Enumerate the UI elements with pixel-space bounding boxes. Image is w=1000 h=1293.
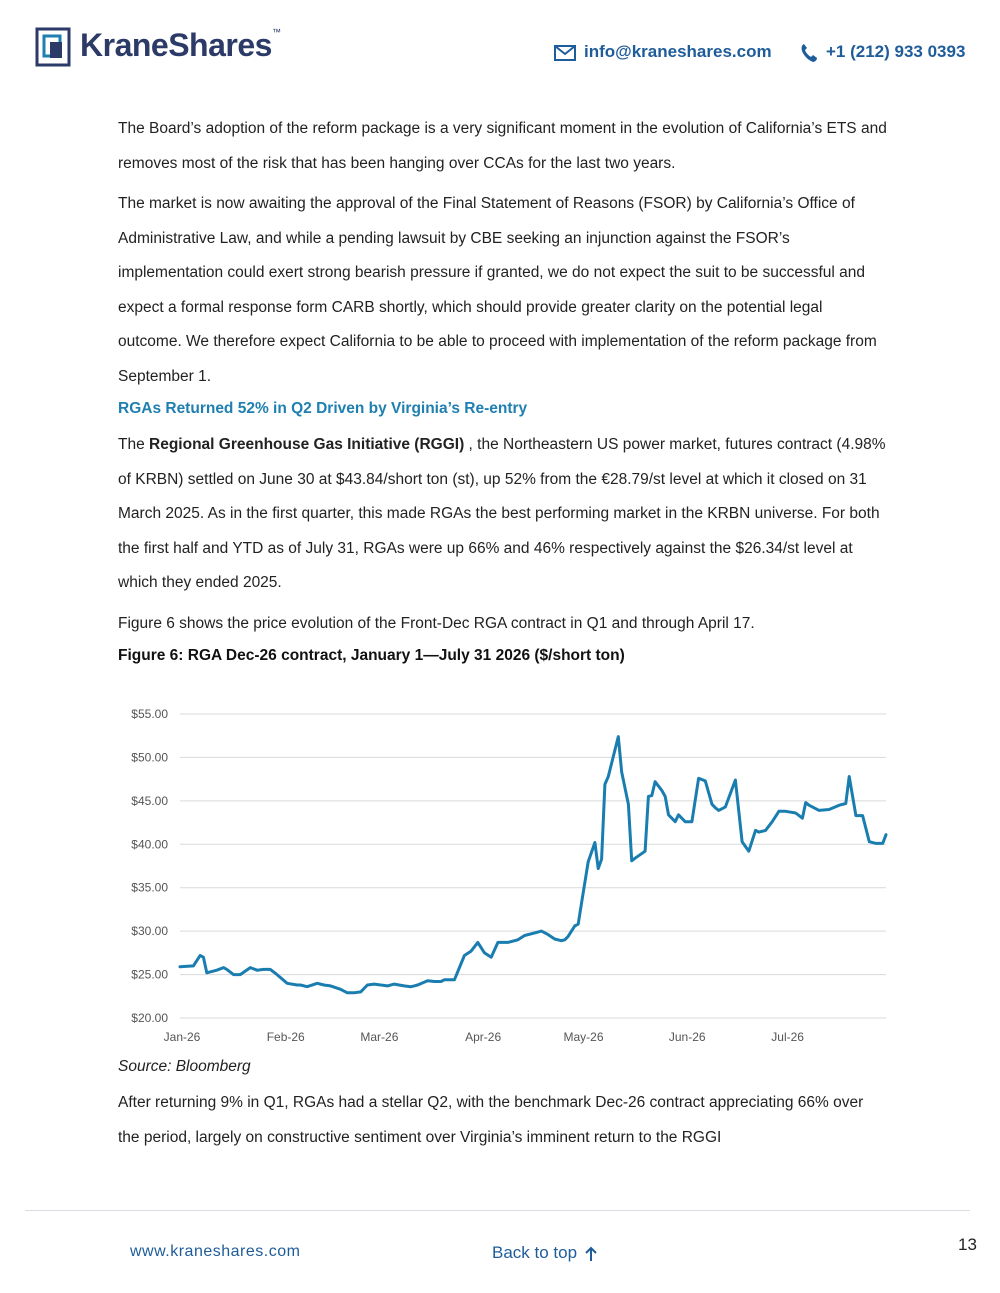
y-tick-label: $25.00 [131, 967, 168, 982]
x-tick-label: Mar-26 [360, 1030, 399, 1044]
x-tick-label: May-26 [563, 1030, 604, 1044]
page-header [0, 0, 1000, 90]
chart-y-axis [131, 707, 168, 1025]
rga-price-chart [118, 700, 898, 1050]
arrow-up-icon [584, 1246, 598, 1262]
email-text: info@kraneshares.com [584, 42, 772, 61]
y-tick-label: $40.00 [131, 837, 168, 852]
rggi-term: Regional Greenhouse Gas Initiative (RGGI) [149, 436, 465, 453]
email-link[interactable] [554, 42, 772, 62]
x-tick-label: Feb-26 [266, 1030, 305, 1044]
back-to-top-link[interactable] [492, 1243, 598, 1263]
page-number: 13 [958, 1235, 977, 1254]
email-icon [554, 45, 576, 61]
paragraph: Figure 6 shows the price evolution of the Front-Dec RGA contract in Q1 and through April 17. [118, 614, 755, 632]
paragraph-rggi [118, 428, 888, 601]
phone-icon [800, 43, 818, 63]
back-to-top-label: Back to top [492, 1243, 578, 1262]
source-note: Source: Bloomberg [118, 1058, 251, 1075]
y-tick-label: $30.00 [131, 924, 168, 939]
y-tick-label: $55.00 [131, 707, 168, 721]
paragraph: The Board’s adoption of the reform package is a very significant moment in the evolution of California’s ETS and removes most of the risk that has been hanging over CCAs for the last two years. [118, 120, 887, 172]
phone-text: +1 (212) 933 0393 [826, 42, 966, 61]
y-tick-label: $35.00 [131, 880, 168, 895]
y-tick-label: $50.00 [131, 750, 168, 765]
x-tick-label: Apr-26 [465, 1030, 502, 1044]
paragraph: The market is now awaiting the approval of the Final Statement of Reasons (FSOR) by California’s Office of Administrative Law, and while a pending lawsuit by CBE seeking an injunction against the FSOR’s implementation could exert strong bearish pressure if granted, we do not expect the suit to be successful and expect a formal response form CARB shortly, which should provide greater clarity on the potential legal outcome. We therefore expect California to be able to proceed with implementation of the reform package from September 1. [118, 195, 877, 385]
chart-x-axis [164, 1030, 805, 1044]
section-heading: RGAs Returned 52% in Q2 Driven by Virginia’s Re-entry [118, 400, 528, 417]
x-tick-label: Jan-26 [163, 1030, 201, 1044]
kraneshares-logo-icon [35, 27, 71, 67]
chart-series [180, 737, 886, 993]
series-line [180, 737, 886, 993]
footer-divider [25, 1210, 970, 1211]
x-tick-label: Jul-26 [771, 1030, 804, 1044]
brand-logo-text[interactable]: KraneShares™ [80, 27, 281, 63]
figure-title: Figure 6: RGA Dec-26 contract, January 1—July 31 2026 ($/short ton) [118, 647, 625, 664]
x-tick-label: Jun-26 [668, 1030, 706, 1044]
chart-gridlines [180, 714, 886, 1018]
paragraph: After returning 9% in Q1, RGAs had a stellar Q2, with the benchmark Dec-26 contract appreciating 66% over the period, largely on constructive sentiment over Virginia’s imminent return to the RGGI [118, 1094, 864, 1146]
paragraph-rest: , the Northeastern US power market, futures contract (4.98% of KRBN) settled on June 30 at $43.84/short ton (st), up 52% from the €28.79/st level at which it closed on 31 March 2025. As in the first quarter, this made RGAs the best performing market in the KRBN universe. For both the first half and YTD as of July 31, RGAs were up 66% and 46% respectively against the $26.34/st level at which they ended 2025. [118, 436, 886, 591]
y-tick-label: $20.00 [131, 1011, 168, 1025]
website-link[interactable]: www.kraneshares.com [130, 1243, 301, 1260]
phone-link[interactable] [800, 42, 965, 63]
article-body-continued [118, 1086, 888, 1161]
y-tick-label: $45.00 [131, 793, 168, 808]
article-body [118, 112, 888, 665]
paragraph-prefix: The [118, 436, 150, 453]
